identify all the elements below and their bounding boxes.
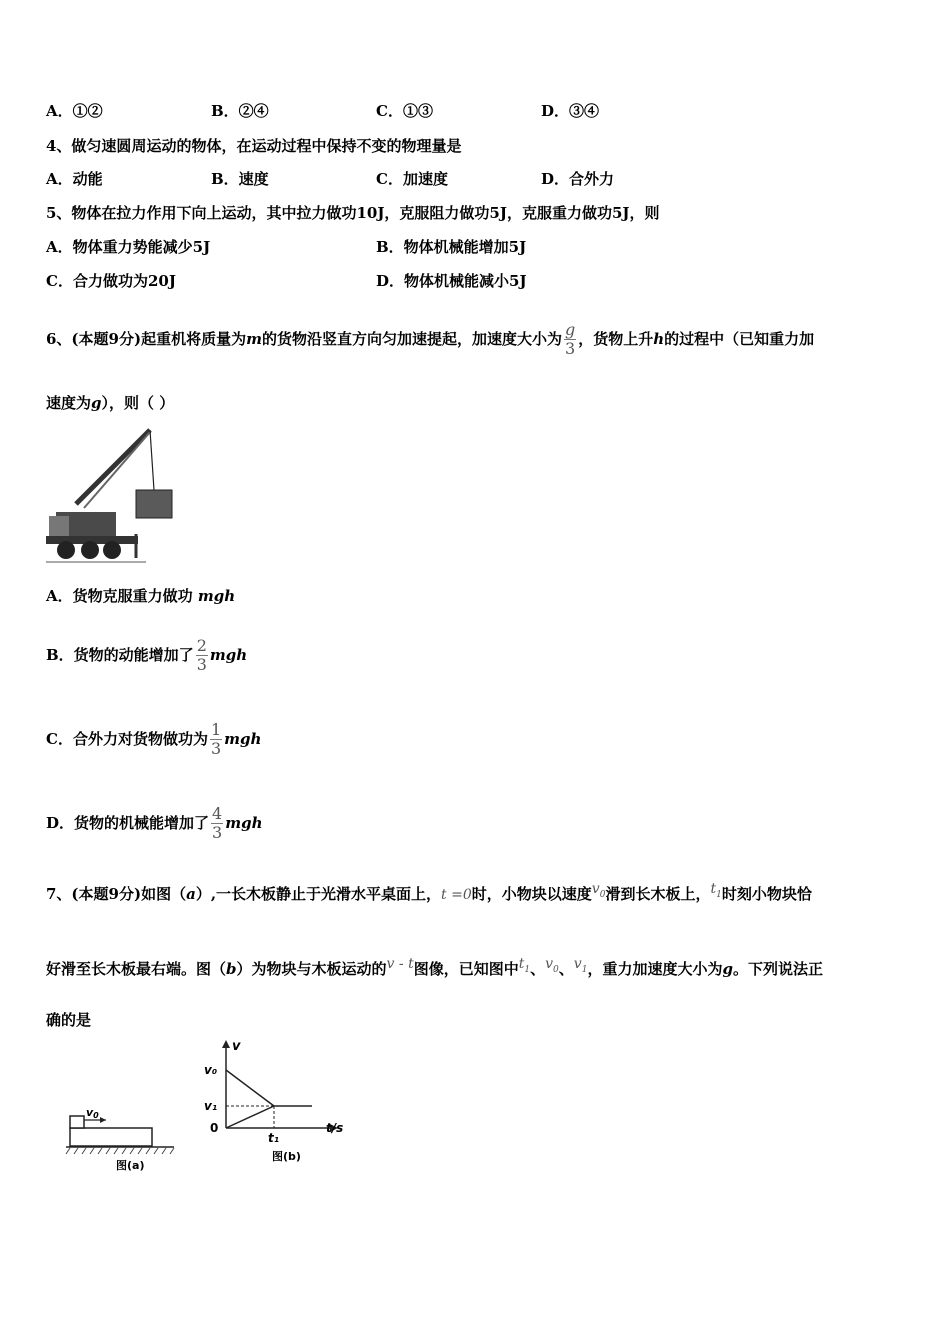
q4-option-b: B．速度 [211,170,269,188]
q7-text: 滑到长木板上， [605,885,711,903]
q6-text: 6、(本题9分)起重机将质量为 [46,330,247,348]
q7-text: 图像，已知图中 [413,960,519,978]
q7-v0 [545,956,559,975]
figure-b-v0-label: v₀ [204,1063,218,1077]
t-subscript: 1 [716,889,722,900]
q7-v-t: v - t [386,956,414,972]
v-symbol: v [591,881,600,897]
q5-option-b: B．物体机械能增加5J [376,238,527,256]
figure-b-caption: 图(b) [272,1150,301,1163]
q6-option-b [46,620,247,690]
q6-text: 的货物沿竖直方向匀加速提起，加速度大小为 [261,330,562,348]
q6-stem-line2 [46,393,174,413]
q4-stem: 4、做匀速圆周运动的物体，在运动过程中保持不变的物理量是 [46,137,462,155]
q6-text: ，货物上升 [578,330,654,348]
figure-b-t-axis-label: t/s [326,1121,344,1135]
fraction-numerator: 1 [210,719,222,739]
q7-text: ）,一长木板静止于光滑水平桌面上， [195,885,442,903]
q7-v0 [591,881,606,900]
q7-v1 [573,956,588,975]
q6-var-h: h [653,330,665,348]
t-symbol: t [518,956,525,972]
q6-mgh: mgh [225,814,263,832]
q7-var-b: b [226,960,237,978]
q3-option-c: C．①③ [376,102,433,120]
q6-option-c-fraction [210,721,222,758]
q7-t-equals-0: t =0 [441,887,472,903]
q6-text: ），则（ ） [101,394,175,412]
q7-text: 好滑至长木板最右端。图（ [46,960,227,978]
q7-text: ）为物块与木板运动的 [236,960,387,978]
q3-option-b: B．②④ [211,102,269,120]
separator: 、 [530,960,546,978]
crane-image [46,424,174,564]
q5-option-c: C．合力做功为20J [46,272,176,290]
q7-t1 [710,881,722,900]
figure-b-origin-label: 0 [210,1121,219,1135]
q6-mgh: mgh [209,646,248,664]
q7-stem-line2 [46,956,823,986]
fraction-numerator: 4 [212,803,223,823]
fraction-denominator: 3 [212,822,223,842]
q6-option-b-fraction [196,637,208,674]
fraction-numerator: g [564,319,576,339]
q7-text: 7、(本题9分)如图（ [46,885,187,903]
q6-var-m: m [246,330,262,348]
q6-option-d [46,788,262,858]
q3-option-d: D．③④ [541,102,600,120]
q6-accel-fraction [564,321,576,358]
q6-var-g: g [91,394,102,412]
q7-text: 时刻小物块恰 [721,885,812,903]
fraction-denominator: 3 [565,338,576,358]
q6-option-c [46,704,261,774]
q5-option-a: A．物体重力势能减少5J [46,238,211,256]
q7-var-a: a [186,885,196,903]
q7-text: ，重力加速度大小为 [587,960,723,978]
q6-option-d-fraction [211,805,223,842]
v-subscript: 0 [553,964,559,975]
q6-option-b-text: B．货物的动能增加了 [46,646,194,664]
q7-text: 时，小物块以速度 [471,885,592,903]
fraction-numerator: 2 [196,635,207,655]
q7-var-g: g [722,960,733,978]
v-symbol: v [573,956,582,972]
q4-option-a: A．动能 [46,170,103,188]
figure-a-v0-label: v0 [86,1106,99,1120]
q6-option-a-text: A．货物克服重力做功 [46,587,193,605]
q6-mgh: mgh [224,730,262,748]
q6-option-a [46,586,235,606]
t-symbol: t [710,881,717,897]
v-symbol: v [545,956,554,972]
q6-option-c-text: C．合外力对货物做功为 [46,730,208,748]
v-subscript: 1 [581,964,588,975]
q5-stem: 5、物体在拉力作用下向上运动，其中拉力做功10J，克服阻力做功5J，克服重力做功5J，则 [46,204,660,222]
figure-b-v1-label: v₁ [204,1099,218,1113]
q7-text: 。下列说法正 [732,960,823,978]
v-subscript: 0 [599,889,606,900]
q6-text: 的过程中（已知重力加 [664,330,815,348]
figure-a-caption: 图(a) [116,1159,145,1172]
q7-stem-line3: 确的是 [46,1011,92,1029]
t-subscript: 1 [524,964,531,975]
fraction-denominator: 3 [210,738,222,758]
q5-option-d: D．物体机械能减小5J [376,272,527,290]
figure-a [62,1100,180,1175]
q6-mgh: mgh [197,587,236,605]
q6-stem-line1 [46,310,814,368]
figure-b-t1-label: t₁ [268,1131,279,1145]
fraction-denominator: 3 [196,654,207,674]
q3-option-a: A．①② [46,102,103,120]
q6-text: 速度为 [46,394,92,412]
figure-b [200,1036,352,1168]
q7-stem-line1 [46,881,812,911]
q4-option-c: C．加速度 [376,170,448,188]
separator: 、 [558,960,574,978]
q7-t1 [518,956,531,975]
q6-option-d-text: D．货物的机械能增加了 [46,814,210,832]
q4-option-d: D．合外力 [541,170,615,188]
figure-b-v-axis-label: v [232,1039,241,1054]
